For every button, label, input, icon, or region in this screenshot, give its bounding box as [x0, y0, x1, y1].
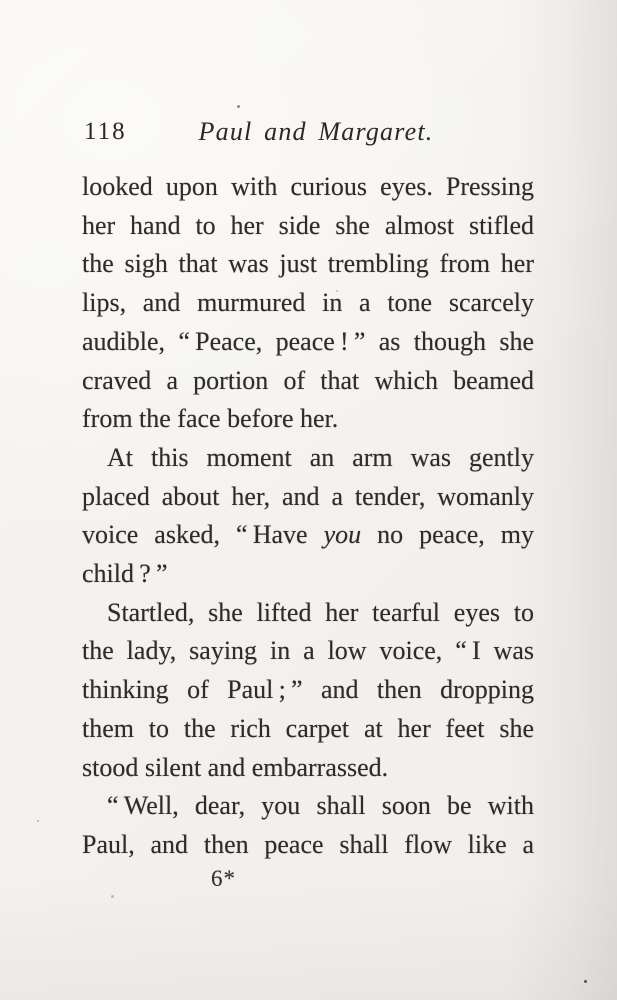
text-line: voice asked, “ Have you no peace, my: [82, 520, 534, 550]
paper-speck: [336, 290, 338, 292]
text-line: from the face before her.: [82, 404, 339, 434]
paper-speck: [237, 105, 240, 108]
signature-mark: 6*: [211, 866, 236, 891]
page-header: [82, 117, 534, 151]
text-line: audible, “ Peace, peace ! ” as though she: [82, 326, 534, 356]
italic-word: you: [323, 520, 362, 550]
text-line: Startled, she lifted her tearful eyes to: [107, 597, 534, 627]
running-title: Paul and Margaret.: [198, 117, 434, 146]
paragraph: [82, 594, 534, 788]
text-line: stood silent and embarrassed.: [82, 752, 389, 782]
text-line: her hand to her side she almost stifled: [82, 210, 534, 240]
text-line: craved a portion of that which beamed: [82, 365, 534, 395]
paper-speck: [584, 980, 587, 983]
paragraph: [82, 168, 534, 439]
text-line: lips, and murmured in a tone scarcely: [82, 288, 534, 318]
paper-speck: [37, 820, 39, 822]
text-line: child ? ”: [82, 559, 168, 589]
paragraph: [82, 787, 534, 864]
text-line: the sigh that was just trembling from her: [82, 249, 534, 279]
text-line: looked upon with curious eyes. Pressing: [82, 172, 534, 201]
page-number: 118: [84, 118, 127, 145]
text-line: the lady, saying in a low voice, “ I was: [82, 636, 534, 666]
text-line: “ Well, dear, you shall soon be with: [107, 791, 534, 821]
text-line: placed about her, and a tender, womanly: [82, 481, 534, 511]
body-text: [82, 168, 534, 865]
text-line: Paul, and then peace shall flow like a: [82, 829, 534, 859]
paragraph: [82, 439, 534, 594]
text-line: them to the rich carpet at her feet she: [82, 713, 534, 743]
paper-speck: [111, 895, 114, 898]
text-line: At this moment an arm was gently: [107, 442, 534, 472]
text-line: thinking of Paul ; ” and then dropping: [82, 675, 534, 705]
